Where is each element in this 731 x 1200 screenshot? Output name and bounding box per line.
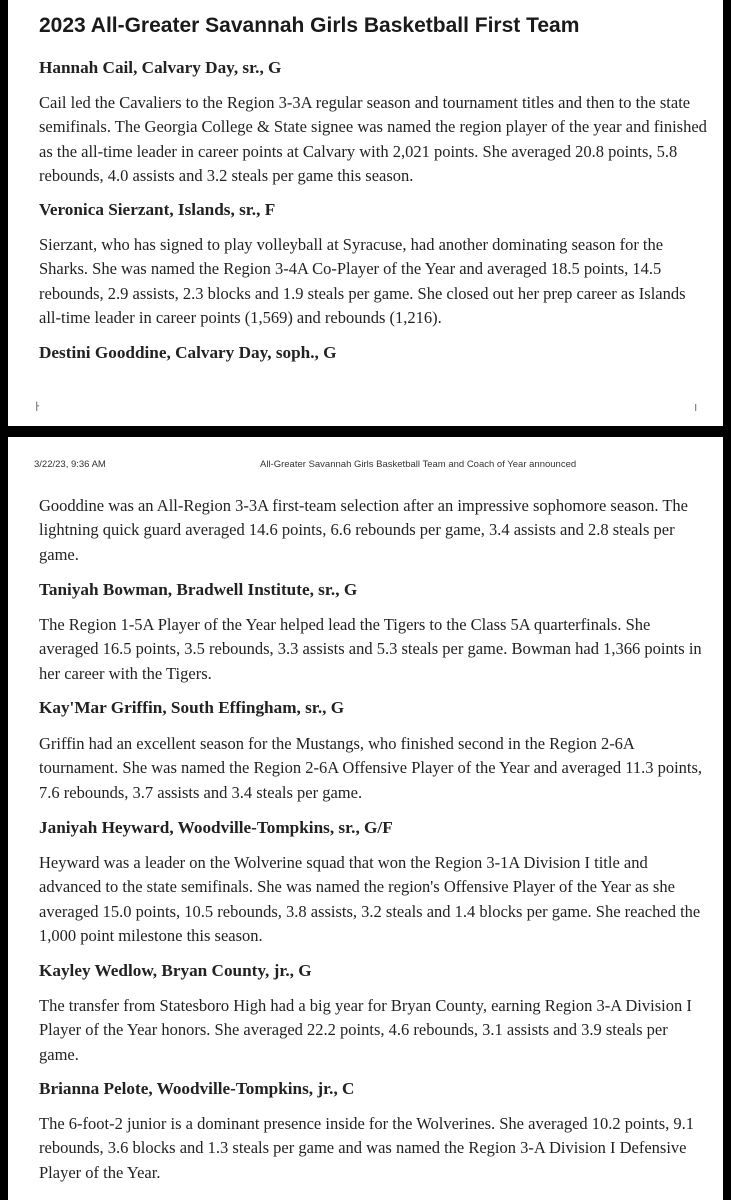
page-two [8, 437, 723, 1200]
print-header-date: 3/22/23, 9:36 AM [34, 459, 106, 470]
player-bio-kayley-wedlow: The transfer from Statesboro High had a big year for Bryan County, earning Region 3-A Division I Player of the Year honors. She averaged 22.2 points, 4.6 rebounds, 3.1 assists and 3.9 steals per game. [39, 996, 692, 1064]
page-edge-mark-left: ŀ [35, 400, 40, 414]
page-edge-mark-right: ı [694, 400, 698, 414]
player-name-janiyah-heyward: Janiyah Heyward, Woodville-Tompkins, sr., G/F [39, 818, 393, 837]
player-bio-veronica-sierzant: Sierzant, who has signed to play volleyball at Syracuse, had another dominating season for the Sharks. She was named the Region 3-4A Co-Player of the Year and averaged 18.5 points, 14.5 rebounds, 2.9 assists, 2.3 blocks and 1.9 steals per game. She closed out her prep career as Islands all-time leader in career points (1,569) and rebounds (1,216). [39, 235, 686, 327]
player-bio-janiyah-heyward: Heyward was a leader on the Wolverine squad that won the Region 3-1A Division I title and advanced to the state semifinals. She was named the region's Offensive Player of the Year as she averaged 15.0 points, 10.5 rebounds, 3.8 assists, 3.2 steals and 1.4 blocks per game. She reached the 1,000 point milestone this season. [39, 853, 701, 945]
print-header-title: All-Greater Savannah Girls Basketball Team and Coach of Year announced [260, 459, 577, 470]
article-title: 2023 All-Greater Savannah Girls Basketball First Team [39, 14, 580, 37]
page-one [8, 0, 723, 426]
player-bio-taniyah-bowman: The Region 1-5A Player of the Year helped lead the Tigers to the Class 5A quarterfinals. She averaged 16.5 points, 3.5 rebounds, 3.3 assists and 5.3 steals per game. Bowman had 1,366 points in her career with the Tigers. [39, 615, 702, 683]
player-bio-destini-gooddine: Gooddine was an All-Region 3-3A first-team selection after an impressive sophomore season. The lightning quick guard averaged 14.6 points, 6.6 rebounds per game, 3.4 assists and 2.8 steals per game. [39, 496, 688, 564]
player-name-kaymar-griffin: Kay'Mar Griffin, South Effingham, sr., G [39, 698, 345, 717]
player-name-veronica-sierzant: Veronica Sierzant, Islands, sr., F [39, 200, 276, 219]
player-name-brianna-pelote: Brianna Pelote, Woodville-Tompkins, jr., C [39, 1079, 355, 1098]
player-bio-kaymar-griffin: Griffin had an excellent season for the Mustangs, who finished second in the Region 2-6A tournament. She was named the Region 2-6A Offensive Player of the Year and averaged 11.3 points, 7.6 rebounds, 3.7 assists and 3.4 steals per game. [39, 734, 703, 802]
player-name-hannah-cail: Hannah Cail, Calvary Day, sr., G [39, 58, 282, 77]
player-bio-hannah-cail: Cail led the Cavaliers to the Region 3-3A regular season and tournament titles and then to the state semifinals. The Georgia College & State signee was named the region player of the year and finished as the all-time leader in career points at Calvary with 2,021 points. She averaged 20.8 points, 5.8 rebounds, 4.0 assists and 3.2 steals per game this season. [39, 93, 707, 185]
player-name-destini-gooddine: Destini Gooddine, Calvary Day, soph., G [39, 343, 337, 362]
player-bio-brianna-pelote: The 6-foot-2 junior is a dominant presence inside for the Wolverines. She averaged 10.2 points, 9.1 rebounds, 3.6 blocks and 1.3 steals per game and was named the Region 3-A Division I Defensive Player of the Year. [39, 1114, 694, 1182]
player-name-kayley-wedlow: Kayley Wedlow, Bryan County, jr., G [39, 961, 312, 980]
player-name-taniyah-bowman: Taniyah Bowman, Bradwell Institute, sr., G [39, 580, 358, 599]
